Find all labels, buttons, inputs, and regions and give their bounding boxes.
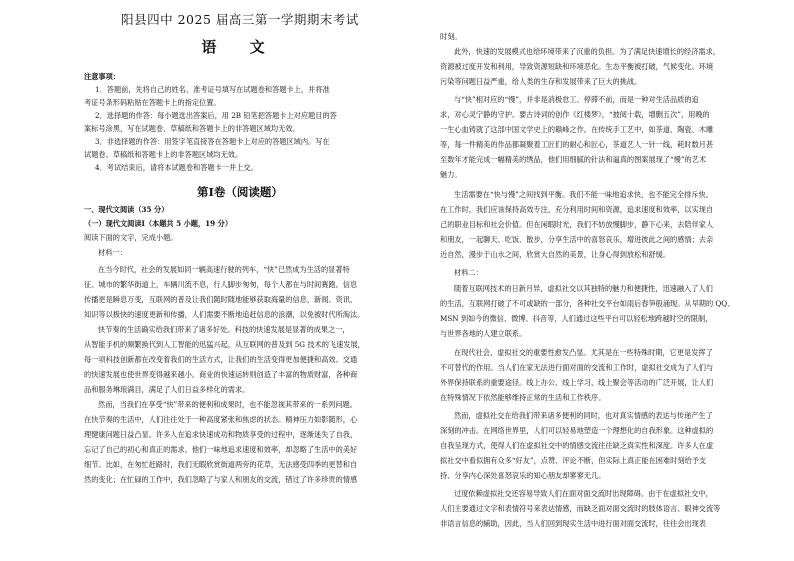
body-line: 传播更是瞬息万变，互联网的普及让我们随时随地能够获取海量的信息，新闻、资讯、	[84, 295, 358, 304]
body-line: 的快速发展也使世界变得越来越小。商业的快速运转则创造了丰富的物质财富，各种商	[84, 370, 358, 379]
body-line: MSN 到如今的微信、微博、抖音等，人们通过这些平台可以轻松地跨越时空的限制，	[440, 314, 713, 323]
notice-heading: 注意事项：	[84, 72, 120, 81]
body-line: 在现代社会，虚拟社交的重要性愈发凸显。尤其是在一些特殊时期，它更是发挥了	[454, 348, 713, 357]
body-line: 持、分享内心深处喜怒哀乐的知心朋友却寥寥无几。	[440, 471, 606, 480]
body-line: 不可替代的作用。当人们在家无法进行面对面的交流和工作时，虚拟社交成为了人们与	[440, 363, 714, 372]
body-line: 求，对心灵宁静的守护。要古诗词的创作《红楼梦》，“披阅十载，增删五次”，用晚的	[440, 110, 710, 119]
section-title: 第Ⅰ卷（阅读题）	[197, 185, 283, 199]
body-line: 己的职业目标和社会价值。但在闲暇时光，我们不妨放慢脚步，静下心来，去陪伴家人	[440, 220, 714, 229]
body-line: 快节奏的生活确实给我们带来了诸多好处。科技的快速发展是显著的成果之一，	[98, 325, 350, 334]
body-line: 然的变化；在忙碌的工作中，我们忽略了与家人和朋友的交流，错过了许多珍贵的情感	[84, 475, 358, 484]
body-line: 外界保持联系的重要途径。线上办公、线上学习、线上聚会等活动的广泛开展，让人们	[440, 378, 714, 387]
material-label: 材料一：	[98, 248, 127, 257]
body-line: 过度依赖虚拟社交还容易导致人们在面对面交流时出现障碍。由于在虚拟社交中，	[454, 489, 713, 498]
notice-line: 考证号条形码粘贴在答题卡上的指定位置。	[84, 98, 221, 107]
body-line: 和朋友，一起聊天、吃饭、散步，分享生活中的喜怒哀乐，增进彼此之间的感情；去亲	[440, 235, 714, 244]
body-line: 征。城市的繁华街道上，车辆川流不息，行人脚步匆匆，每个人都在与时间赛跑。信息	[84, 280, 358, 289]
body-line: 随着互联网技术的日新月异，虚拟社交以其独特的魅力和便捷性，迅速融入了人们	[454, 284, 713, 293]
material-label: 材料二：	[454, 268, 483, 277]
body-line: 从智能手机的频繁换代到人工智能的迅猛兴起，从互联网的普及到 5G 技术的飞速发展，	[84, 340, 365, 349]
body-line: 魅力。	[440, 170, 462, 179]
body-line: 忘记了自己的初心和真正的需求。他们一味地追求速度和效率，却忽略了生活中的美好	[84, 445, 358, 454]
body-line: 一生心血铸就了这部中国文学史上的巅峰之作。在传统手工艺中，如茶道、陶瓷、木雕	[440, 125, 714, 134]
body-line: 在工作时，我们应该保持高效专注，充分利用时间和资源，追求速度和效率，以实现自	[440, 205, 714, 214]
body-line: 此外，快速的发展模式也给环境带来了沉重的负担。为了满足快速增长的经济需求，	[454, 47, 720, 56]
body-line: 理健康问题日益凸显。许多人在追求快速成功和物质享受的过程中，逐渐迷失了自我，	[84, 430, 358, 439]
body-line: 非语言信息的辅助，因此，当人们回到现实生活中进行面对面交流时，往往会出现表	[440, 519, 706, 528]
subject-title: 语 文	[201, 38, 279, 56]
notice-line: 3．非选择题的作答：用签字笔直接答在答题卡上对应的答题区域内。写在	[95, 137, 330, 146]
body-line: 知识等以极快的速度更新和传播，人们需要不断地追赶信息的浪潮，以免被时代所淘汰。	[84, 310, 365, 319]
notice-line: 案标号涂黑，写在试题卷、草稿纸和答题卡上的非答题区域均无效。	[84, 124, 300, 133]
body-line: 拟社交中看似拥有众多“好友”，点赞、评论不断，但实际上真正能在困难时刻给予支	[440, 456, 707, 465]
body-line: 污染等问题日益严重，给人类的生存和发展带来了巨大的挑战。	[440, 77, 642, 86]
subpart-heading: （一）现代文阅读Ⅰ（本题共 5 小题，19 分）	[84, 219, 233, 228]
part-heading: 一、现代文阅读（35 分）	[84, 205, 169, 214]
body-line: 深刻的冲击。在网络世界里，人们可以轻易地塑造一个理想化的自我形象。这种虚拟的	[440, 426, 714, 435]
body-line: 在快节奏的生活中，人们往往处于一种高度紧张和焦虑的状态。精神压力如影随形，心	[84, 415, 358, 424]
exam-title: 阳县四中 2025 届高三第一学期期末考试	[121, 12, 359, 27]
body-line: 等，每一件精美的作品都凝聚着工匠们的耐心和匠心，茶道艺人一针一线，耗时数月甚	[440, 140, 714, 149]
body-line: 每一项科技创新都在改变着我们的生活方式，让我们的生活变得更加便捷和高效。交通	[84, 355, 358, 364]
body-line: 在特殊情况下依然能够维持正常的生活和工作秩序。	[440, 393, 606, 402]
body-line: 与世界各地的人建立联系。	[440, 329, 527, 338]
notice-line: 4．考试结束后，请将本试题卷和答题卡一并上交。	[95, 163, 258, 172]
body-line: 资源被过度开发和利用，导致资源短缺和环境恶化。生态平衡被打破，气候变化、环境	[440, 62, 714, 71]
body-line: 近自然，漫步于山水之间，欣赏大自然的美景，让身心得到放松和舒缓。	[440, 250, 671, 259]
body-line: 生活需要在“快与慢”之间找到平衡。我们不能一味地追求快，也不能完全排斥快。	[454, 190, 713, 199]
reading-instruction: 阅读下面的文字，完成小题。	[84, 233, 178, 242]
body-line: 人们主要通过文字和表情符号来表达情感，而缺乏面对面交流时的肢体语言、眼神交流等	[440, 504, 721, 513]
body-line: 与“快”相对应的“慢”，并非是消极怠工、停滞不前，而是一种对生活品质的追	[454, 95, 699, 104]
body-line: 的生活，互联网打破了不可或缺的一部分，各种社交平台如雨后春笋般涌现。从早期的 QQ、	[440, 299, 735, 308]
body-line: 然而，虚拟社交在给我们带来诸多便利的同时，也对真实情感的表达与传递产生了	[454, 411, 713, 420]
notice-line: 试题卷、草稿纸和答题卡上的非答题区域均无效。	[84, 150, 243, 159]
body-line: 品和服务琳琅满目，满足了人们日益多样化的需求。	[84, 385, 250, 394]
body-line: 细节。比如，在匆忙赶路时，我们无暇欣赏街道两旁的花草，无法感受四季的更替和自	[84, 460, 358, 469]
body-line: 至数年才能完成一幅精美的绣品，他们用细腻的针法和逼真的图案展现了“慢”的艺术	[440, 155, 707, 164]
body-line: 在当今时代，社会的发展如同一辆高速行驶的列车，“快”已然成为生活的显著特	[98, 265, 350, 274]
notice-line: 2．选择题的作答：每小题选出答案后，用 2B 铅笔把答题卡上对应题目的答	[95, 111, 337, 120]
body-line: 时刻。	[440, 32, 462, 41]
body-line: 自我呈现方式，使得人们在虚拟社交中的情感交流往往缺乏真实性和深度。许多人在虚	[440, 441, 714, 450]
body-line: 然而，当我们在享受“快”带来的便利和成果时，也不能忽视其带来的一系列问题。	[98, 400, 357, 409]
notice-line: 1．答题前，先将自己的姓名、准考证号填写在试题卷和答题卡上，并将准	[95, 85, 330, 94]
